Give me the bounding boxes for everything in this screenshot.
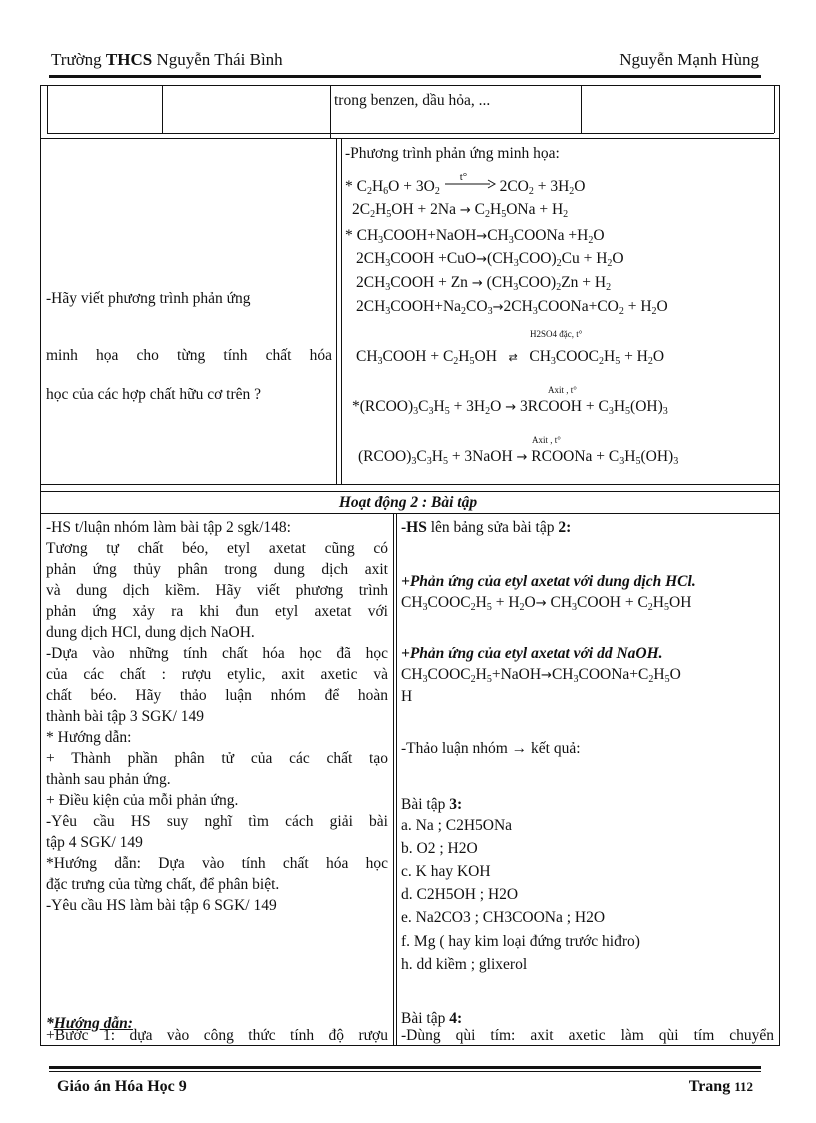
reversible-arrow-icon: ⇄ [508,351,518,364]
exercise-3-label: Bài tập 3: [401,796,463,813]
exercise-3-item: b. O2 ; H2O [401,840,478,857]
top-row-divider-1 [162,85,163,133]
exercise-3-item: c. K hay KOH [401,863,491,880]
page-header [49,50,761,74]
reactions-divider-left [336,139,337,484]
left-line: -HS t/luận nhóm làm bài tập 2 sgk/148: [46,519,291,536]
left-line: -Dựa vào những tính chất hóa học đã học [46,645,388,662]
exercise-4-line: -Dùng qùi tím: axit axetic làm qùi tím chuyển [401,1027,774,1044]
cond-base-hydrolysis: Axit , t° [532,435,561,445]
top-row-inner-right [774,85,775,133]
left-line: chất béo. Hãy thảo luận nhóm để hoàn [46,687,388,704]
discussion-line: -Thảo luận nhóm → kết quả: [401,740,581,757]
exercise-3-item: e. Na2CO3 ; CH3COONa ; H2O [401,909,606,926]
section-title: Hoạt động 2 : Bài tập [338,494,478,511]
left-line: thành sau phản ứng. [46,771,171,788]
question-line-3: học của các hợp chất hữu cơ trên ? [46,386,261,403]
footer-title: Giáo án Hóa Học 9 [57,1078,187,1095]
left-line: phản ứng thủy phân trong dung dịch axit [46,561,388,578]
left-line: và dung dịch kiềm. Hãy viết phương trình [46,582,388,599]
reaction-acetic-naoh: * $CH_3COOH+NaOH\to CH_3COONa +H_2O$ [345,227,605,246]
top-row-divider-2 [330,85,331,139]
naoh-reaction: $CH_3COOC_2H_5+NaOH\to CH_3COONa+C_2H_5O$ [401,666,681,685]
school-name: Trường THCS Nguyễn Thái Bình [51,50,283,69]
cond-esterification: H2SO4 đặc, t° [530,329,583,339]
cond-heat: t° [459,171,468,183]
reaction-esterification: $CH_3COOH + C_2H_5OH$ ⇄ $CH_3COOC_2H_5 + H_2O$ [356,348,665,367]
reactions-intro: -Phương trình phản ứng minh họa: [345,145,560,162]
left-line: + Điều kiện của mỗi phản ứng. [46,792,239,809]
left-line: tập 4 SGK/ 149 [46,834,143,851]
top-row-inner-bottom [47,133,774,134]
exercise-divider-left [393,513,394,1046]
exercise-3-item: d. C2H5OH ; H2O [401,886,519,903]
left-line: -Yêu cầu HS suy nghĩ tìm cách giải bài [46,813,388,830]
exercise-3-item: h. dd kiềm ; glixerol [401,956,528,973]
exercise-divider-right [396,513,397,1046]
reactions-bottom-rule [40,484,780,485]
guide-step-1: +Bước 1: dựa vào công thức tính độ rượu [46,1027,388,1044]
reaction-acetic-zinc: $2CH_3COOH + Zn \to (CH_3COO)_2Zn + H_2$ [356,274,612,293]
left-line: dung dịch HCl, dung dịch NaOH. [46,624,255,641]
reaction-fat-acid-hydrolysis: $*(RCOO)_3C_3H_5 + 3H_2O$ → 3RCOOH + $C_3H_5(OH)_3$ [352,398,668,417]
page-number: Trang 112 [688,1078,753,1095]
reaction-acetic-cuo: $2CH_3COOH +CuO\to(CH_3COO)_2Cu + H_2O$ [356,250,624,269]
question-line-2: minh họa cho từng tính chất hóa [46,347,332,364]
left-line: + Thành phần phân tử của các chất tạo [46,750,388,767]
question-line-1: -Hãy viết phương trình phản ứng [46,290,251,307]
top-row-inner [47,85,48,133]
top-row-cell-text: trong benzen, dầu hỏa, ... [334,92,491,109]
arrow-icon [444,178,496,190]
reactions-divider-right [341,139,342,484]
left-line: đặc trưng của từng chất, để phân biệt. [46,876,280,893]
teacher-name: Nguyễn Mạnh Hùng [619,50,759,69]
left-line: phản ứng xảy ra khi đun etyl axetat với [46,603,388,620]
exercise-4-label: Bài tập 4: [401,1010,463,1027]
page-footer [49,1078,761,1100]
hcl-reaction-title: +Phản ứng của etyl axetat với dung dịch HCl. [401,573,696,590]
exercise-3-item: f. Mg ( hay kim loại đứng trước hiđro) [401,933,640,950]
left-exercise-column [46,517,388,916]
header-rule [49,75,761,78]
hs-board-line: -HS lên bảng sửa bài tập 2: [401,519,572,536]
guide-heading: *Hướng dẫn: [46,1015,133,1032]
hcl-reaction: $CH_3COOC_2H_5 + H_2O\to$ $CH_3COOH + C_2H_5OH$ [401,594,692,613]
left-line: của các chất : rượu etylic, axit axetic và [46,666,388,683]
footer-rule [49,1066,761,1072]
left-line: * Hướng dẫn: [46,729,132,746]
naoh-reaction-wrap: H [401,688,413,705]
top-row-divider-3 [581,85,582,133]
reaction-acetic-carbonate: $2CH_3COOH+Na_2CO_3\to 2CH_3COONa+CO_2 + H_2O$ [356,298,668,317]
left-line: Tương tự chất béo, etyl axetat cũng có [46,540,388,557]
reaction-ethanol-combustion: * $C_2H_6O + 3O_2$ t° $2CO_2 + 3H_2O$ [345,176,586,197]
section-title-bottom-rule [40,513,780,514]
left-line: *Hướng dẫn: Dựa vào tính chất hóa học [46,855,388,872]
exercise-3-item: a. Na ; C2H5ONa [401,817,513,834]
reaction-fat-saponification: $(RCOO)_3C_3H_5$ + 3NaOH → RCOONa + $C_3H_5(OH)_3$ [358,448,679,467]
left-line: thành bài tập 3 SGK/ 149 [46,708,204,725]
naoh-reaction-title: +Phản ứng của etyl axetat với dd NaOH. [401,645,663,662]
left-line: -Yêu cầu HS làm bài tập 6 SGK/ 149 [46,897,277,914]
reaction-ethanol-sodium: $2C_2H_5OH + 2Na \to C_2H_5ONa + H_2$ [352,201,569,220]
cond-acid-hydrolysis: Axit , t° [548,385,577,395]
